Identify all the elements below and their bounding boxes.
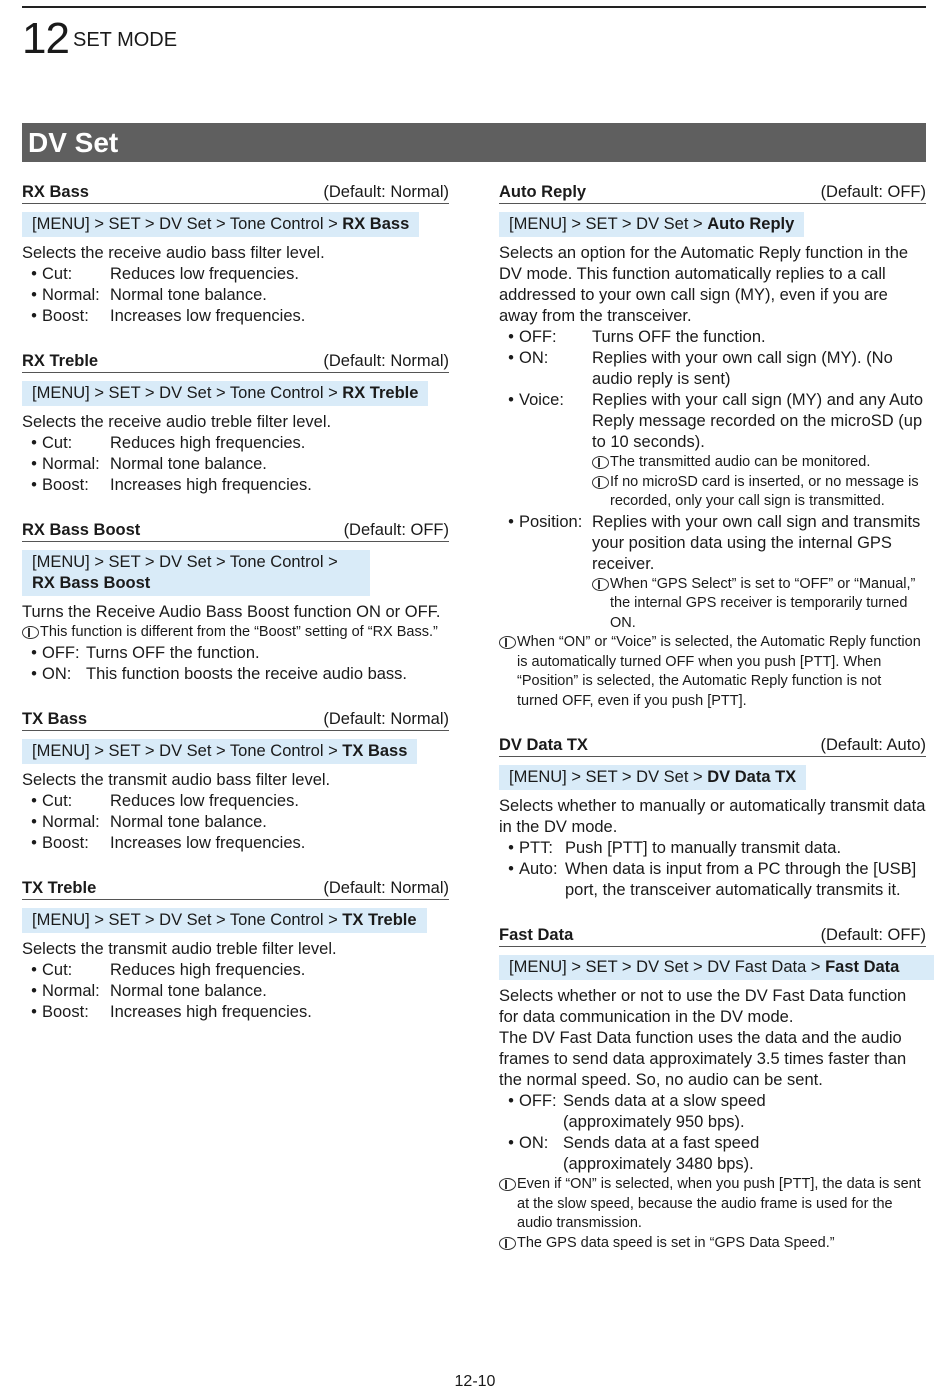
section-auto-reply: [499, 180, 926, 711]
item-text: Reduces high frequencies.: [110, 960, 306, 979]
note-text: When “GPS Select” is set to “OFF” or “Manual,” the internal GPS receiver is temporarily turned ON.: [610, 575, 916, 631]
list-item: • Cut: Reduces low frequencies.: [22, 264, 449, 285]
menu-path: [22, 908, 427, 933]
list-item: • Normal: Normal tone balance.: [22, 812, 449, 833]
item-text: Reduces low frequencies.: [110, 791, 299, 810]
item-text: This function boosts the receive audio bass.: [86, 664, 408, 683]
item-text: Turns OFF the function.: [592, 328, 766, 346]
section-tx-bass: [22, 707, 449, 854]
list-item: • Normal: Normal tone balance.: [22, 285, 449, 306]
item-label: ON:: [519, 349, 549, 367]
description: The DV Fast Data function uses the data and the audio frames to send data approximately 3.5 times faster than the normal speed. So, no audio can be sent.: [499, 1029, 907, 1089]
item-label: Cut:: [42, 434, 73, 452]
menu-path-item: DV Data TX: [707, 768, 797, 786]
item-text: Replies with your own call sign (MY). (No audio reply is sent): [592, 349, 893, 388]
list-item: • ON: Replies with your own call sign (MY). (No audio reply is sent): [499, 348, 926, 390]
note: [499, 633, 926, 711]
item-text: Sends data at a fast speed (approximately 3480 bps).: [563, 1134, 760, 1173]
section-fast-data: [499, 923, 926, 1253]
menu-path-item: TX Treble: [342, 910, 417, 929]
menu-path-text: [MENU] > SET > DV Set > Tone Control >: [32, 910, 343, 929]
note-text: The transmitted audio can be monitored.: [610, 454, 871, 470]
section-title: Fast Data: [499, 926, 574, 944]
section-header: [22, 180, 449, 204]
list-item: • Cut: Reduces high frequencies.: [22, 960, 449, 981]
section-header: [499, 180, 926, 204]
item-label: OFF:: [42, 643, 80, 662]
item-label: Normal:: [42, 455, 100, 473]
note-text: Even if “ON” is selected, when you push [PTT], the data is sent at the slow speed, because the audio frame is used for the audio transmission.: [517, 1176, 921, 1231]
list-item: • PTT: Push [PTT] to manually transmit data.: [499, 838, 926, 859]
description: Selects the receive audio treble filter level.: [22, 413, 332, 431]
section-title: Auto Reply: [499, 183, 587, 201]
info-icon: [592, 476, 609, 489]
item-label: OFF:: [519, 1092, 557, 1110]
item-text: Sends data at a slow speed (approximately 950 bps).: [563, 1092, 766, 1131]
note: [592, 453, 926, 473]
list-item: • OFF: Turns OFF the function.: [499, 327, 926, 348]
item-label: Position:: [519, 512, 583, 531]
item-text: Push [PTT] to manually transmit data.: [565, 839, 842, 857]
item-text: Normal tone balance.: [110, 981, 267, 1000]
list-item: • Boost: Increases low frequencies.: [22, 306, 449, 327]
item-label: Voice:: [519, 391, 564, 409]
item-text: Replies with your own call sign and transmits your position data using the internal GPS receiver.: [592, 512, 921, 573]
section-title: RX Bass Boost: [22, 521, 141, 539]
description: Selects whether or not to use the DV Fast Data function for data communication in the DV mode.: [499, 987, 907, 1026]
description: Selects the transmit audio bass filter level.: [22, 770, 331, 789]
description: Selects the transmit audio treble filter level.: [22, 939, 337, 958]
item-text: Increases high frequencies.: [110, 476, 312, 494]
item-text: Reduces low frequencies.: [110, 265, 299, 283]
description: Selects an option for the Automatic Reply function in the DV mode. This function automatically replies to a call addressed to your own call sign (MY), even if you are away from the transceiver.: [499, 244, 909, 325]
section-header: [22, 349, 449, 373]
item-text: Normal tone balance.: [110, 455, 267, 473]
description: Selects whether to manually or automatically transmit data in the DV mode.: [499, 797, 926, 836]
section-header: [22, 707, 449, 731]
section-rx-bass-boost: [22, 518, 449, 685]
list-item: • Cut: Reduces high frequencies.: [22, 433, 449, 454]
default-value: (Default: OFF): [343, 521, 449, 539]
list-item: • Boost: Increases high frequencies.: [22, 475, 449, 496]
menu-path-item: RX Treble: [342, 384, 419, 402]
default-value: (Default: Normal): [323, 352, 449, 370]
list-item: • Auto: When data is input from a PC through the [USB] port, the transceiver automatically transmits it.: [499, 859, 926, 901]
section-header: [499, 733, 926, 757]
chapter-number: 12: [22, 14, 69, 63]
item-text: Increases high frequencies.: [110, 1002, 312, 1021]
left-column: [22, 180, 449, 1023]
chapter-title: SET MODE: [73, 29, 178, 51]
menu-path-text: [MENU] > SET > DV Set > Tone Control >: [32, 553, 338, 571]
menu-path: [22, 550, 370, 596]
note: [499, 1234, 926, 1254]
item-text: Normal tone balance.: [110, 286, 267, 304]
list-item: • Cut: Reduces low frequencies.: [22, 791, 449, 812]
menu-path: [22, 212, 419, 237]
description: Selects the receive audio bass filter level.: [22, 244, 325, 262]
item-label: Cut:: [42, 791, 73, 810]
menu-path-text: [MENU] > SET > DV Set > Tone Control >: [32, 215, 343, 233]
item-label: Boost:: [42, 476, 89, 494]
note-text: This function is different from the “Boost” setting of “RX Bass.”: [40, 624, 438, 640]
description: Turns the Receive Audio Bass Boost function ON or OFF.: [22, 603, 441, 621]
note: [592, 473, 926, 512]
menu-path: [499, 212, 804, 237]
note: [592, 575, 926, 634]
item-label: ON:: [42, 664, 72, 683]
menu-path: [22, 381, 428, 406]
item-label: Cut:: [42, 960, 73, 979]
item-text: Replies with your call sign (MY) and any Auto Reply message recorded on the microSD (up to 10 seconds).: [592, 391, 924, 451]
info-icon: [592, 578, 609, 591]
menu-path-text: [MENU] > SET > DV Set > Tone Control >: [32, 741, 343, 760]
section-banner: [22, 123, 926, 162]
item-label: Normal:: [42, 981, 100, 1000]
default-value: (Default: OFF): [820, 183, 926, 201]
section-title: TX Treble: [22, 878, 97, 897]
list-item: • OFF: Sends data at a slow speed (approximately 950 bps).: [499, 1091, 926, 1133]
section-title: RX Treble: [22, 352, 99, 370]
item-label: Cut:: [42, 265, 73, 283]
item-body: [592, 512, 926, 634]
section-rx-bass: [22, 180, 449, 327]
info-icon: [592, 456, 609, 469]
default-value: (Default: OFF): [820, 926, 926, 944]
note-text: The GPS data speed is set in “GPS Data Speed.”: [517, 1234, 835, 1251]
info-icon: [499, 1178, 516, 1191]
menu-path: [22, 739, 417, 764]
menu-path-item: Fast Data: [825, 958, 900, 976]
note: [22, 623, 449, 643]
section-title: RX Bass: [22, 183, 89, 201]
right-column: [499, 180, 926, 1253]
menu-path-text: [MENU] > SET > DV Set > Tone Control >: [32, 384, 343, 402]
item-body: [592, 390, 926, 512]
menu-path-item: RX Bass Boost: [32, 574, 151, 592]
item-text: Increases low frequencies.: [110, 307, 306, 325]
banner-title: DV Set: [28, 127, 119, 158]
menu-path-text: [MENU] > SET > DV Set > DV Fast Data >: [509, 958, 826, 976]
section-dv-data-tx: [499, 733, 926, 901]
item-label: PTT:: [519, 839, 553, 857]
info-icon: [499, 1237, 516, 1250]
section-title: TX Bass: [22, 709, 88, 728]
menu-path-item: RX Bass: [342, 215, 410, 233]
item-label: Boost:: [42, 1002, 89, 1021]
note-text: When “ON” or “Voice” is selected, the Automatic Reply function is automatically turned OFF when you push [PTT]. When “Position” is selected, the Automatic Reply function is not turned OFF, even if you push [PTT].: [517, 634, 921, 709]
default-value: (Default: Normal): [323, 709, 449, 728]
list-item: • Boost: Increases high frequencies.: [22, 1002, 449, 1023]
info-icon: [22, 626, 39, 639]
list-item: • Voice: Replies with your call sign (MY) and any Auto Reply message recorded on the microSD (up to 10 seconds). The transmitted audio can be monitored. If no microSD card is inserted, or no message is recorded, only your call sign is transmitted.: [499, 390, 926, 512]
default-value: (Default: Normal): [323, 183, 449, 201]
list-item: • Normal: Normal tone balance.: [22, 981, 449, 1002]
item-label: Normal:: [42, 286, 100, 304]
list-item: • Boost: Increases low frequencies.: [22, 833, 449, 854]
page-number: 12-10: [454, 1373, 496, 1390]
item-label: OFF:: [519, 328, 557, 346]
default-value: (Default: Auto): [820, 736, 926, 754]
default-value: (Default: Normal): [323, 878, 449, 897]
note-text: If no microSD card is inserted, or no message is recorded, only your call sign is transmitted.: [610, 473, 919, 509]
item-text: Normal tone balance.: [110, 812, 267, 831]
item-label: ON:: [519, 1134, 549, 1152]
item-text: Increases low frequencies.: [110, 833, 306, 852]
section-header: [22, 518, 449, 542]
item-label: Auto:: [519, 860, 558, 878]
menu-path-item: TX Bass: [342, 741, 408, 760]
section-tx-treble: [22, 876, 449, 1023]
note: [499, 1175, 926, 1234]
menu-path: [499, 765, 806, 790]
list-item: • ON: Sends data at a fast speed (approximately 3480 bps).: [499, 1133, 926, 1175]
section-header: [499, 923, 926, 947]
item-text: Turns OFF the function.: [86, 643, 260, 662]
menu-path: [499, 955, 934, 980]
item-text: When data is input from a PC through the [USB] port, the transceiver automatically transmits it.: [565, 860, 917, 899]
info-icon: [499, 636, 516, 649]
list-item: • Position: Replies with your own call sign and transmits your position data using the internal GPS receiver. When “GPS Select” is set to “OFF” or “Manual,” the internal GPS receiver is temporarily turned ON.: [499, 512, 926, 634]
item-label: Boost:: [42, 307, 89, 325]
section-rx-treble: [22, 349, 449, 496]
header-rule: [22, 6, 926, 8]
list-item: • OFF: Turns OFF the function.: [22, 643, 449, 664]
menu-path-item: Auto Reply: [707, 215, 795, 233]
list-item: • ON: This function boosts the receive audio bass.: [22, 664, 449, 685]
menu-path-text: [MENU] > SET > DV Set >: [509, 215, 708, 233]
list-item: • Normal: Normal tone balance.: [22, 454, 449, 475]
section-header: [22, 876, 449, 900]
section-title: DV Data TX: [499, 736, 588, 754]
item-text: Reduces high frequencies.: [110, 434, 306, 452]
item-label: Normal:: [42, 812, 100, 831]
item-label: Boost:: [42, 833, 89, 852]
menu-path-text: [MENU] > SET > DV Set >: [509, 768, 708, 786]
